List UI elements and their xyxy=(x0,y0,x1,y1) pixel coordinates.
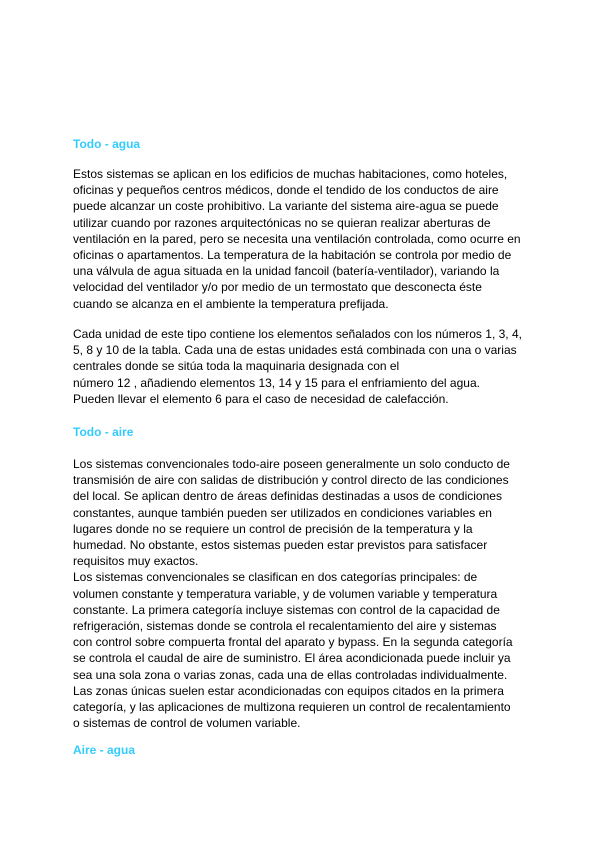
text-line: oficinas o apartamentos. La temperatura de la habitación se controla por medio de xyxy=(73,248,512,263)
text-line: transmisión de aire con salidas de distribución y control directo de las condiciones xyxy=(73,473,509,488)
text-line: requisitos muy exactos. xyxy=(73,554,199,569)
text-line: cuando se alcanza en el ambiente la temperatura prefijada. xyxy=(73,296,389,311)
text-line: se controla el caudal de aire de suministro. El área acondicionada puede incluir ya xyxy=(73,651,511,666)
text-line: sea una sola zona o varias zonas, cada una de ellas controladas individualmente. xyxy=(73,667,508,682)
text-line: humedad. No obstante, estos sistemas pueden estar previstos para satisfacer xyxy=(73,538,488,553)
text-line: Pueden llevar el elemento 6 para el caso de necesidad de calefacción. xyxy=(73,391,449,406)
section-heading-todo-aire: Todo - aire xyxy=(73,425,134,439)
text-line: Los sistemas convencionales todo-aire poseen generalmente un solo conducto de xyxy=(73,457,510,471)
text-line: Las zonas únicas suelen estar acondicionadas con equipos citados en la primera xyxy=(73,683,504,698)
text-line: ventilación en la pared, pero se necesita una ventilación controlada, como ocurre en xyxy=(73,231,521,246)
paragraph-todo-agua-1 xyxy=(73,166,533,312)
text-line: del local. Se aplican dentro de áreas definidas destinadas a usos de condiciones xyxy=(73,489,502,504)
text-line: velocidad del ventilador y/o por medio de un termostato que desconecta éste xyxy=(73,280,482,295)
text-line: 5, 8 y 10 de la tabla. Cada una de estas unidades está combinada con una o varias xyxy=(73,343,517,358)
text-line: Los sistemas convencionales se clasifican en dos categorías principales: de xyxy=(73,570,478,585)
text-line: constantes, aunque también pueden ser utilizados en condiciones variables en xyxy=(73,505,492,520)
text-line: centrales donde se sitúa toda la maquinaria designada con el xyxy=(73,359,400,374)
section-heading-todo-agua: Todo - agua xyxy=(73,137,141,151)
text-line: lugares donde no se requiere un control de precisión de la temperatura y la xyxy=(73,521,473,536)
text-line: refrigeración, sistemas donde se controla el recalentamiento del aire y sistemas xyxy=(73,619,497,634)
text-line: o sistemas de control de volumen variable. xyxy=(73,716,301,731)
text-line: número 12 , añadiendo elementos 13, 14 y 15 para el enfriamiento del agua. xyxy=(73,375,480,390)
text-line: utilizar cuando por razones arquitectónicas no se quieran realizar aberturas de xyxy=(73,215,491,230)
text-line: constante. La primera categoría incluye sistemas con control de la capacidad de xyxy=(73,602,500,617)
paragraph-todo-aire xyxy=(73,456,533,731)
text-line: volumen constante y temperatura variable, y de volumen variable y temperatura xyxy=(73,586,498,601)
text-line: Estos sistemas se aplican en los edificios de muchas habitaciones, como hoteles, xyxy=(73,167,508,181)
text-line: categoría, y las aplicaciones de multizona requieren un control de recalentamiento xyxy=(73,700,511,715)
text-line: Cada unidad de este tipo contiene los elementos señalados con los números 1, 3, 4, xyxy=(73,327,522,341)
text-line: oficinas y pequeños centros médicos, donde el tendido de los conductos de aire xyxy=(73,183,499,198)
text-line: con control sobre compuerta frontal del aparato y bypass. En la segunda categoría xyxy=(73,635,513,650)
text-line: una válvula de agua situada en la unidad fancoil (batería-ventilador), variando la xyxy=(73,264,500,279)
text-line: puede alcanzar un coste prohibitivo. La variante del sistema aire-agua se puede xyxy=(73,199,499,214)
paragraph-todo-agua-2 xyxy=(73,326,533,407)
section-heading-aire-agua: Aire - agua xyxy=(73,743,136,757)
